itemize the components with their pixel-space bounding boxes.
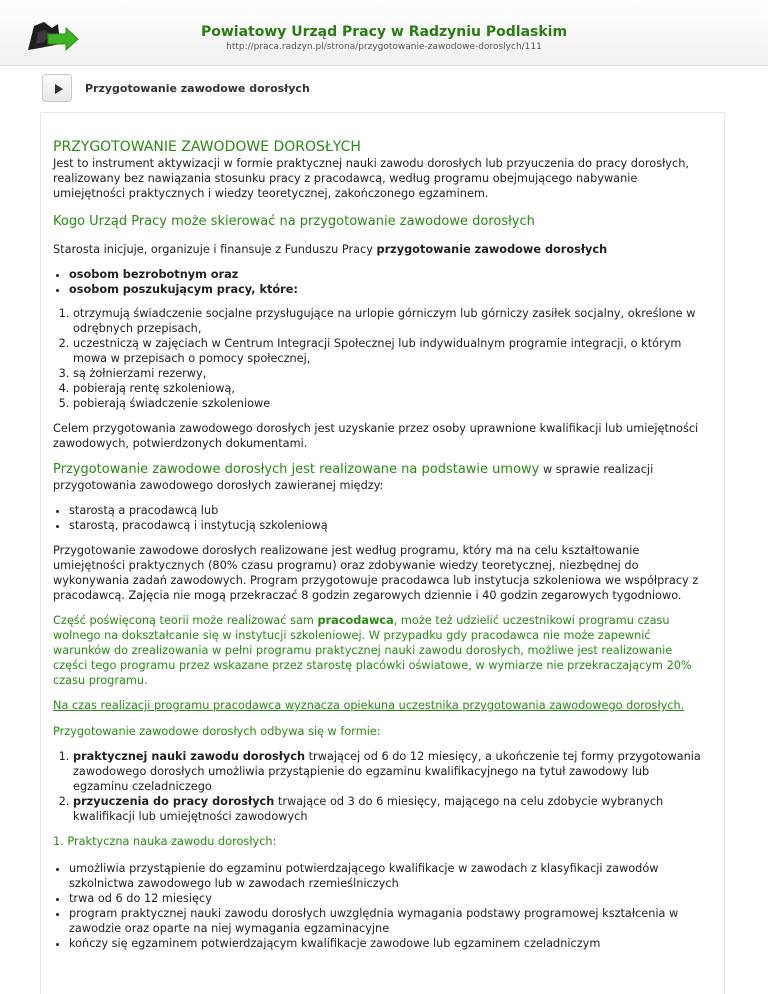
play-arrow-icon [43, 75, 73, 103]
list-item: • kończy się egzaminem potwierdzającym kwalifikacje zawodowe lub egzaminem czeladniczym [69, 936, 708, 951]
section2-paragraph [53, 461, 708, 493]
practical-list [69, 861, 708, 951]
site-header [0, 0, 768, 66]
list-item: • trwa od 6 do 12 miesięcy [69, 891, 708, 906]
list-item: 5. pobierają świadczenie szkoleniowe [73, 396, 708, 411]
theory-text-a: Część poświęconą teorii może realizować sam [53, 614, 318, 627]
site-url: http://praca.radzyn.pl/strona/przygotowanie-zawodowe-doroslych/111 [226, 42, 542, 52]
guardian-link[interactable]: Na czas realizacji programu pracodawca wyznacza opiekuna uczestnika przygotowania zawodowego dorosłych. [53, 699, 685, 712]
form-name: praktycznej nauki zawodu dorosłych [73, 750, 306, 763]
section-heading-practical: 1. Praktyczna nauka zawodu dorosłych: [53, 835, 277, 848]
list-item [73, 794, 708, 824]
theory-text [53, 613, 708, 688]
theory-text-bold: pracodawca [317, 614, 394, 627]
section1-lead-text: Starosta inicjuje, organizuje i finansuje z Funduszu Pracy [53, 243, 377, 256]
goal-text: Celem przygotowania zawodowego dorosłych jest uzyskanie przez osoby uprawnione kwalifikacji lub umiejętności zawodowych, potwierdzonych dokumentami. [53, 422, 699, 450]
section1-lead-bold: przygotowanie zawodowe dorosłych [376, 243, 608, 256]
list-item: 3. są żołnierzami rezerwy, [73, 366, 708, 381]
list-item: 4. pobierają rentę szkoleniową, [73, 381, 708, 396]
list-item: 2. uczestniczą w zajęciach w Centrum Integracji Społecznej lub indywidualnym programie integracji, o którym mowa w przepisach o pomocy społecznej, [73, 336, 708, 366]
program-text: Przygotowanie zawodowe dorosłych realizowane jest według programu, który ma na celu kształtowanie umiejętności praktycznych (80% czasu programu) oraz zdobywanie wiedzy teoretycznej, niezbędnej do wykonywania zadań zawodowych. Program przygotowuje pracodawca lub instytucja szkoleniowa we współpracy z pracodawcą. Zajęcia nie mogą przekraczać 8 godzin zegarowych dziennie i 40 godzin zegarowych tygodniowo. [53, 544, 699, 602]
list-item: 1. otrzymują świadczenie socjalne przysługujące na urlopie górniczym lub górniczy zasiłek socjalny, określone w odrębnych przepisach, [73, 306, 708, 336]
conditions-list [73, 306, 708, 411]
list-item-text: osobom poszukującym pracy, które: [69, 283, 298, 296]
breadcrumb-title: Przygotowanie zawodowe dorosłych [85, 82, 310, 95]
form-text: trwające od 3 do 6 miesięcy, mającego na celu zdobycie wybranych kwalifikacji lub umiejętności zawodowych [73, 795, 664, 823]
forms-list [73, 749, 708, 824]
article-panel [40, 112, 725, 994]
intro-text: Jest to instrument aktywizacji w formie praktycznej nauki zawodu dorosłych lub przyuczenia do pracy dorosłych, realizowany bez nawiązania stosunku pracy z pracodawcą, według programu obejmującego nabywanie umiejętności praktycznych i wiedzy teoretycznej, zakończonego egzaminem. [53, 157, 689, 200]
list-item [69, 282, 708, 297]
article-body [53, 139, 708, 951]
list-item [73, 749, 708, 794]
parties-list [69, 503, 708, 533]
list-item [69, 267, 708, 282]
list-item: • starostą a pracodawcą lub [69, 503, 708, 518]
breadcrumb-arrow-button[interactable] [42, 74, 72, 102]
form-name: przyuczenia do pracy dorosłych [73, 795, 275, 808]
forms-lead: Przygotowanie zawodowe dorosłych odbywa się w formie: [53, 725, 381, 738]
theory-text-b: , może też udzielić uczestnikowi programu czasu wolnego na dokształcanie się w instytucji szkoleniowej. W przypadku gdy pracodawca nie może zapewnić warunków do zrealizowania w pełni programu praktycznej nauki zawodu dorosłych, możliwe jest realizowanie części tego programu przez wskazane przez starostę placówki oświatowe, w wymiarze nie przekraczającym 20% czasu programu. [53, 614, 692, 687]
list-item-text: osobom bezrobotnym oraz [69, 268, 239, 281]
section-heading-agreement: Przygotowanie zawodowe dorosłych jest realizowane na podstawie umowy [53, 462, 540, 477]
section-heading-who: Kogo Urząd Pracy może skierować na przygotowanie zawodowe dorosłych [53, 214, 535, 229]
list-item: • program praktycznej nauki zawodu dorosłych uwzględnia wymagania podstawy programowej kształcenia w zawodzie oraz oparte na niej wymagania egzaminacyjne [69, 906, 708, 936]
list-item: • umożliwia przystąpienie do egzaminu potwierdzającego kwalifikacje w zawodach z klasyfikacji zawodów szkolnictwa zawodowego lub w zawodach rzemieślniczych [69, 861, 708, 891]
section2-tail: w sprawie realizacji przygotowania zawodowego dorosłych zawieranej między: [53, 463, 654, 492]
form-text: trwającej od 6 do 12 miesięcy, a ukończenie tej formy przygotowania zawodowego dorosłych umożliwia przystąpienie do egzaminu kwalifikacyjnego na tytuł zawodowy lub egzaminu czeladniczego [73, 750, 701, 793]
article-heading: PRZYGOTOWANIE ZAWODOWE DOROSŁYCH [53, 139, 361, 155]
site-title[interactable]: Powiatowy Urząd Pracy w Radzyniu Podlaskim [200, 24, 568, 40]
list-item: • starostą, pracodawcą i instytucją szkoleniową [69, 518, 708, 533]
section1-lead [53, 242, 708, 257]
groups-list [69, 267, 708, 297]
